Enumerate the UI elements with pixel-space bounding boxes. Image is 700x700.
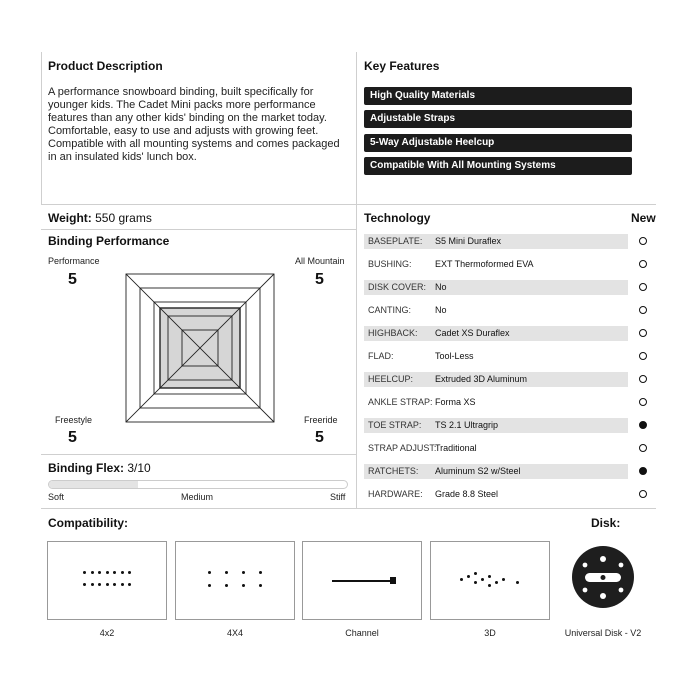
stat-label-all-mountain: All Mountain: [295, 256, 345, 266]
description-line: A performance snowboard binding, built specifically for: [48, 86, 314, 98]
performance-radar: [120, 268, 280, 428]
flex-scale-soft: Soft: [48, 492, 65, 502]
description-title: Product Description: [48, 59, 163, 73]
mount-hole: [259, 584, 262, 587]
tech-label: HIGHBACK:: [368, 328, 418, 338]
compat-label-3d: 3D: [484, 628, 496, 638]
tech-row-bar: [364, 349, 628, 364]
description-line: features than any other kids' binding on the market today.: [48, 112, 327, 124]
flex-bar: [48, 480, 348, 489]
new-indicator-empty-icon: [639, 352, 647, 360]
flex: [48, 461, 151, 475]
compat-label-4x4: 4X4: [226, 628, 243, 638]
stat-label-freestyle: Freestyle: [55, 415, 93, 425]
tech-label: HEELCUP:: [368, 374, 414, 384]
tech-label: ANKLE STRAP:: [368, 397, 433, 407]
feature-badge: High Quality Materials: [364, 87, 632, 105]
stat-label-freeride: Freeride: [304, 415, 338, 425]
mount-hole: [83, 583, 86, 586]
row-divider-flex: [41, 454, 356, 455]
tech-row: [364, 487, 656, 504]
mount-hole: [208, 571, 211, 574]
flex-scale-stiff: Stiff: [330, 492, 346, 502]
tech-row: [364, 326, 656, 343]
tech-row: [364, 280, 656, 297]
description-text: [48, 86, 348, 164]
tech-label: STRAP ADJUST:: [368, 443, 437, 453]
mount-hole: [242, 584, 245, 587]
stat-value-freestyle: 5: [68, 429, 77, 446]
mount-hole: [128, 583, 131, 586]
universal-disk-icon: [571, 545, 635, 609]
mount-hole: [113, 583, 116, 586]
tech-label: BUSHING:: [368, 259, 412, 269]
mount-hole: [495, 581, 498, 584]
tech-value: Aluminum S2 w/Steel: [435, 466, 521, 476]
channel-end: [390, 577, 396, 584]
tech-row: [364, 349, 656, 366]
mount-hole: [83, 571, 86, 574]
new-indicator-empty-icon: [639, 283, 647, 291]
tech-value: Traditional: [435, 443, 477, 453]
mount-hole: [121, 583, 124, 586]
new-indicator-empty-icon: [639, 375, 647, 383]
mount-hole: [106, 571, 109, 574]
disk-title: Disk:: [591, 516, 621, 530]
mount-hole: [98, 583, 101, 586]
new-indicator-empty-icon: [639, 444, 647, 452]
tech-row: [364, 441, 656, 458]
mount-hole: [481, 578, 484, 581]
description-line: younger kids. The Cadet Mini packs more performance: [48, 99, 316, 111]
new-indicator-empty-icon: [639, 398, 647, 406]
row-divider-bottom: [41, 508, 656, 509]
mount-hole: [113, 571, 116, 574]
tech-row: [364, 395, 656, 412]
new-indicator-filled-icon: [639, 467, 647, 475]
tech-row: [364, 372, 656, 389]
tech-value: Forma XS: [435, 397, 476, 407]
tech-label: BASEPLATE:: [368, 236, 423, 246]
compat-3d-diagram: [430, 541, 550, 620]
flex-scale-medium: Medium: [181, 492, 214, 502]
compat-4x2-diagram: [47, 541, 167, 620]
mount-hole: [128, 571, 131, 574]
mount-hole: [98, 571, 101, 574]
tech-row: [364, 257, 656, 274]
tech-value: S5 Mini Duraflex: [435, 236, 502, 246]
tech-row: [364, 418, 656, 435]
mount-hole: [460, 578, 463, 581]
stat-value-freeride: 5: [315, 429, 324, 446]
stat-label-performance: Performance: [48, 256, 100, 266]
mount-hole: [502, 578, 505, 581]
compat-label-4x2: 4x2: [99, 628, 115, 638]
column-divider: [356, 52, 357, 508]
tech-value: No: [435, 282, 447, 292]
disk-label: Universal Disk - V2: [564, 628, 642, 638]
technology-title: Technology: [364, 211, 431, 225]
new-column-title: New: [631, 211, 656, 225]
tech-row: [364, 234, 656, 251]
tech-label: CANTING:: [368, 305, 412, 315]
compat-channel-diagram: [302, 541, 422, 620]
row-divider-top: [41, 204, 656, 205]
tech-value: Cadet XS Duraflex: [435, 328, 510, 338]
key-features-title: Key Features: [364, 59, 440, 73]
mount-hole: [106, 583, 109, 586]
mount-hole: [91, 583, 94, 586]
mount-hole: [91, 571, 94, 574]
new-indicator-empty-icon: [639, 260, 647, 268]
feature-badge: 5-Way Adjustable Heelcup: [364, 134, 632, 152]
tech-value: Grade 8.8 Steel: [435, 489, 499, 499]
new-indicator-empty-icon: [639, 306, 647, 314]
weight-value: 550 grams: [95, 211, 152, 225]
tech-value: No: [435, 305, 447, 315]
tech-label: FLAD:: [368, 351, 394, 361]
description-line: Comfortable, easy to use and adjusts with growing feet.: [48, 125, 319, 137]
flex-label: Binding Flex:: [48, 461, 124, 475]
new-indicator-filled-icon: [639, 421, 647, 429]
mount-hole: [488, 584, 491, 587]
stat-value-performance: 5: [68, 271, 77, 288]
compatibility-title: Compatibility:: [48, 516, 128, 530]
mount-hole: [242, 571, 245, 574]
mount-hole: [474, 581, 477, 584]
feature-badge: Compatible With All Mounting Systems: [364, 157, 632, 175]
tech-row: [364, 303, 656, 320]
description-line: in an insulated kids' lunch box.: [48, 151, 197, 163]
tech-value: TS 2.1 Ultragrip: [435, 420, 499, 430]
stat-value-all-mountain: 5: [315, 271, 324, 288]
mount-hole: [225, 571, 228, 574]
mount-hole: [208, 584, 211, 587]
tech-label: TOE STRAP:: [368, 420, 422, 430]
left-border: [41, 52, 42, 204]
weight: [48, 211, 152, 225]
mount-hole: [225, 584, 228, 587]
tech-label: DISK COVER:: [368, 282, 427, 292]
row-divider-weight: [41, 229, 356, 230]
weight-label: Weight:: [48, 211, 92, 225]
tech-value: Extruded 3D Aluminum: [435, 374, 528, 384]
performance-title: Binding Performance: [48, 234, 170, 248]
mount-hole: [474, 572, 477, 575]
new-indicator-empty-icon: [639, 490, 647, 498]
tech-label: RATCHETS:: [368, 466, 419, 476]
tech-value: EXT Thermoformed EVA: [435, 259, 534, 269]
mount-hole: [488, 575, 491, 578]
flex-bar-fill: [49, 481, 138, 488]
feature-badge: Adjustable Straps: [364, 110, 632, 128]
tech-label: HARDWARE:: [368, 489, 423, 499]
compat-label-channel: Channel: [345, 628, 379, 638]
mount-hole: [467, 575, 470, 578]
mount-hole: [259, 571, 262, 574]
new-indicator-empty-icon: [639, 329, 647, 337]
flex-value: 3/10: [127, 461, 151, 475]
mount-hole: [516, 581, 519, 584]
compat-4x4-diagram: [175, 541, 295, 620]
description-line: Compatible with all mounting systems and comes packaged: [48, 138, 340, 150]
tech-row: [364, 464, 656, 481]
new-indicator-empty-icon: [639, 237, 647, 245]
channel-rail: [332, 580, 390, 582]
mount-hole: [121, 571, 124, 574]
tech-value: Tool-Less: [435, 351, 474, 361]
